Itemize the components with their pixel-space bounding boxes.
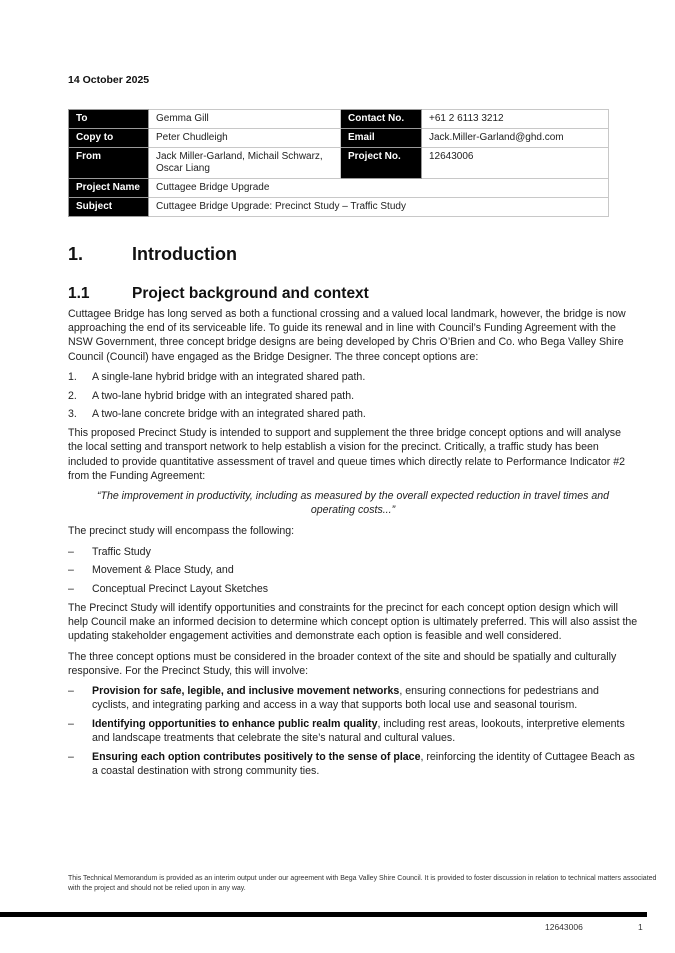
list-item: [68, 750, 638, 778]
list-item-text: Traffic Study: [92, 545, 151, 558]
dash-bullet: –: [68, 545, 74, 558]
table-row: [69, 110, 609, 129]
email-label: Email: [341, 129, 422, 148]
contact-value: +61 2 6113 3212: [422, 110, 609, 129]
list-item: [68, 563, 638, 577]
table-row: [69, 129, 609, 148]
section-title: Introduction: [132, 244, 237, 264]
subsection-number: 1.1: [68, 285, 90, 302]
list-item: [68, 370, 638, 384]
list-item: [68, 545, 638, 559]
from-value: Jack Miller-Garland, Michail Schwarz, Oscar Liang: [149, 148, 341, 179]
footer-project-number: 12643006: [545, 922, 583, 932]
email-value[interactable]: Jack.Miller-Garland@ghd.com: [422, 129, 609, 148]
project-name-value: Cuttagee Bridge Upgrade: [149, 179, 609, 198]
dash-bullet: –: [68, 718, 74, 731]
from-label: From: [69, 148, 149, 179]
paragraph: The three concept options must be considered in the broader context of the site and should be spatially and culturally responsive. For the Precinct Study, this will involve:: [68, 650, 617, 677]
paragraph: This proposed Precinct Study is intended to support and supplement the three bridge concept options and will analyse the local setting and transport network to help establish a vision for the precinct. Critically, a traffic study has been included to provide quantitative assessment of travel and queue times which directly relate to Performance Indicator #2 from the Funding Agreement:: [68, 427, 626, 482]
memo-header-table: [68, 109, 609, 217]
list-item: [68, 717, 638, 745]
dash-bullet: –: [68, 685, 74, 698]
table-row: [69, 179, 609, 198]
list-item-text: , reinforcing the identity of Cuttagee Beach as a coastal destination with strong community ties.: [92, 751, 635, 778]
concept-options-list: [68, 370, 638, 422]
project-no-label: Project No.: [341, 148, 422, 179]
paragraph: The precinct study will encompass the following:: [68, 525, 295, 538]
study-items-list: [68, 545, 638, 597]
section-number: 1.: [68, 244, 84, 264]
list-item-bold: Provision for safe, legible, and inclusive movement networks: [92, 685, 400, 698]
paragraph: The Precinct Study will identify opportunities and constraints for the precinct for each concept option design which will help Council make an informed decision to determine which concept option is ultimately preferred. This will also assist the updating stakeholder engagement activities and demonstrate each option is feasible and well considered.: [68, 602, 638, 643]
list-marker: 2.: [68, 389, 77, 402]
list-item-text: Conceptual Precinct Layout Sketches: [92, 583, 269, 596]
to-label: To: [69, 110, 149, 129]
subject-value: Cuttagee Bridge Upgrade: Precinct Study – Traffic Study: [149, 198, 609, 217]
to-value: Gemma Gill: [149, 110, 341, 129]
list-item: [68, 582, 638, 596]
subsection-heading-background: [68, 285, 369, 303]
subsection-title: Project background and context: [132, 285, 369, 302]
list-item-bold: Identifying opportunities to enhance public realm quality: [92, 718, 378, 731]
list-item-bold: Ensuring each option contributes positively to the sense of place: [92, 751, 421, 764]
list-item-text: , including rest areas, lookouts, interpretive elements and landscape treatments that celebrate the site’s natural and cultural values.: [92, 718, 625, 745]
copy-to-value: Peter Chudleigh: [149, 129, 341, 148]
memo-date: 14 October 2025: [68, 74, 150, 86]
list-marker: 3.: [68, 408, 77, 421]
list-item-text: A two-lane hybrid bridge with an integrated shared path.: [92, 389, 355, 402]
project-name-label: Project Name: [69, 179, 149, 198]
list-item: [68, 684, 638, 712]
page-number: 1: [638, 922, 643, 932]
involve-items-list: [68, 684, 638, 778]
contact-label: Contact No.: [341, 110, 422, 129]
list-item-text: Movement & Place Study, and: [92, 564, 234, 577]
table-row: [69, 198, 609, 217]
body-text: [68, 307, 638, 783]
project-no-value: 12643006: [422, 148, 609, 179]
list-item: [68, 407, 638, 421]
paragraph: Cuttagee Bridge has long served as both a functional crossing and a valued local landmark, however, the bridge is now approaching the end of its serviceable life. To guide its renewal and in line with Council’s Funding Agreement with the NSW Government, three concept bridge designs are being developed by Chris O’Brien and Co. who Bega Valley Shire Council (Council) have engaged as the Bridge Designer. The three concept options are:: [68, 308, 626, 363]
list-item-text: A two-lane concrete bridge with an integrated shared path.: [92, 408, 366, 421]
dash-bullet: –: [68, 751, 74, 764]
footer-disclaimer: This Technical Memorandum is provided as an interim output under our agreement with Bega Valley Shire Council. It is provided to foster discussion in relation to technical matters associated with the project and should not be relied upon in any way.: [68, 875, 657, 892]
block-quote: “The improvement in productivity, including as measured by the overall expected reduction in travel times and operating costs...”: [96, 490, 610, 517]
table-row: [69, 148, 609, 179]
list-item: [68, 389, 638, 403]
list-item-text: A single-lane hybrid bridge with an integrated shared path.: [92, 370, 366, 383]
section-heading-introduction: [68, 244, 237, 265]
dash-bullet: –: [68, 564, 74, 577]
dash-bullet: –: [68, 583, 74, 596]
copy-to-label: Copy to: [69, 129, 149, 148]
list-marker: 1.: [68, 370, 77, 383]
list-item-text: , ensuring connections for pedestrians and cyclists, and integrating parking and access in a way that supports both local use and seasonal tourism.: [92, 685, 599, 712]
footer-divider: [0, 912, 647, 917]
subject-label: Subject: [69, 198, 149, 217]
